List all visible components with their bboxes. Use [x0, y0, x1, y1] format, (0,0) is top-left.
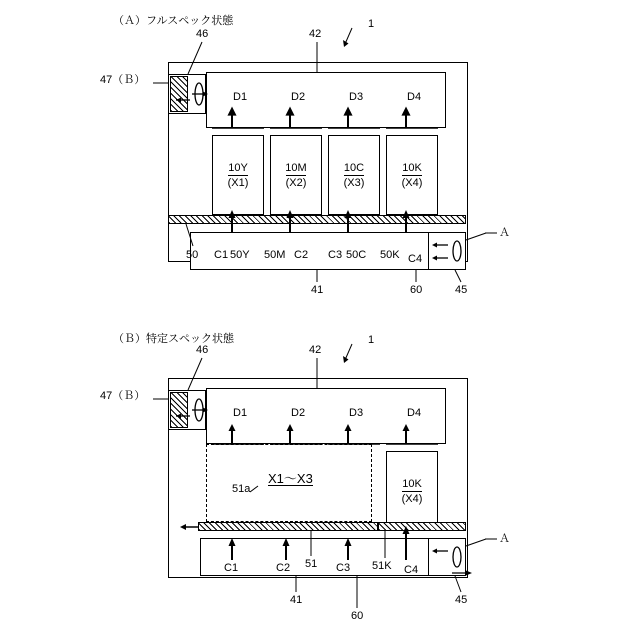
- panel-b-cart-c3: C3: [336, 562, 351, 574]
- panel-a-developer-d4: D4: [407, 91, 422, 103]
- panel-a-unit-3-bottom: (X3): [343, 176, 365, 189]
- panel-b-cart-c4: C4: [404, 564, 419, 576]
- panel-a-ref-45: 45: [455, 284, 468, 296]
- panel-a-cart-c3: C3: [328, 249, 343, 261]
- panel-a-ref-a: Ａ: [499, 227, 510, 239]
- panel-b-title: （Ｂ）特定スペック状態: [113, 333, 234, 345]
- panel-b-developer-d2: D2: [291, 407, 306, 419]
- panel-b-cart-c1: C1: [224, 562, 239, 574]
- panel-b-ref-45: 45: [455, 594, 468, 606]
- panel-a-cart-c2: C2: [294, 249, 309, 261]
- panel-b-range-label: X1～X3: [268, 471, 313, 486]
- panel-a-unit-2-bottom: (X2): [285, 176, 307, 189]
- panel-a-unit-1-bottom: (X1): [227, 176, 249, 189]
- panel-a-unit-4-bottom: (X4): [401, 176, 423, 189]
- panel-a-toner-50m: 50M: [264, 249, 286, 261]
- panel-b-ref-47: 47（Ｂ）: [100, 390, 146, 402]
- panel-b-ref-41: 41: [290, 594, 303, 606]
- panel-b-ref-a: Ａ: [499, 533, 510, 545]
- panel-a-cart-c4: C4: [408, 253, 423, 265]
- panel-a-ref-46: 46: [196, 28, 209, 40]
- panel-b-unit-k-top: 10K: [402, 477, 422, 490]
- panel-a-ref-60: 60: [410, 284, 423, 296]
- panel-b-ref-51a: 51a: [232, 483, 251, 495]
- panel-a-toner-50k: 50K: [380, 249, 400, 261]
- panel-b-cart-c2: C2: [276, 562, 291, 574]
- panel-a-unit-1-top: 10Y: [228, 161, 248, 174]
- panel-a-cart-c1: C1: [214, 249, 229, 261]
- panel-b-ref-46: 46: [196, 344, 209, 356]
- panel-b-unit-k-bottom: (X4): [401, 492, 423, 505]
- panel-b-developer-d4: D4: [407, 407, 422, 419]
- panel-a-unit-3-top: 10C: [343, 161, 365, 174]
- panel-a-ref-42: 42: [309, 28, 322, 40]
- panel-a-title: （Ａ）フルスペック状態: [113, 15, 234, 27]
- panel-a-unit-2-top: 10M: [285, 161, 307, 174]
- panel-b-ref-1: 1: [368, 334, 375, 346]
- panel-b-developer-d3: D3: [349, 407, 364, 419]
- panel-a-unit-4-top: 10K: [402, 161, 422, 174]
- panel-a-developer-d1: D1: [233, 91, 248, 103]
- panel-a-developer-d3: D3: [349, 91, 364, 103]
- panel-b-ref-51k: 51K: [372, 560, 392, 572]
- panel-a-ref-47: 47（Ｂ）: [100, 74, 146, 86]
- panel-a-toner-50y: 50Y: [230, 249, 250, 261]
- panel-a-ref-50: 50: [186, 249, 199, 261]
- panel-a-toner-50c: 50C: [346, 249, 367, 261]
- panel-b-ref-60: 60: [351, 610, 364, 622]
- panel-a-ref-41: 41: [311, 284, 324, 296]
- panel-b-ref-51: 51: [305, 558, 318, 570]
- panel-b-ref-42: 42: [309, 344, 322, 356]
- panel-a-developer-d2: D2: [291, 91, 306, 103]
- panel-a-ref-1: 1: [368, 18, 375, 30]
- panel-b-developer-d1: D1: [233, 407, 248, 419]
